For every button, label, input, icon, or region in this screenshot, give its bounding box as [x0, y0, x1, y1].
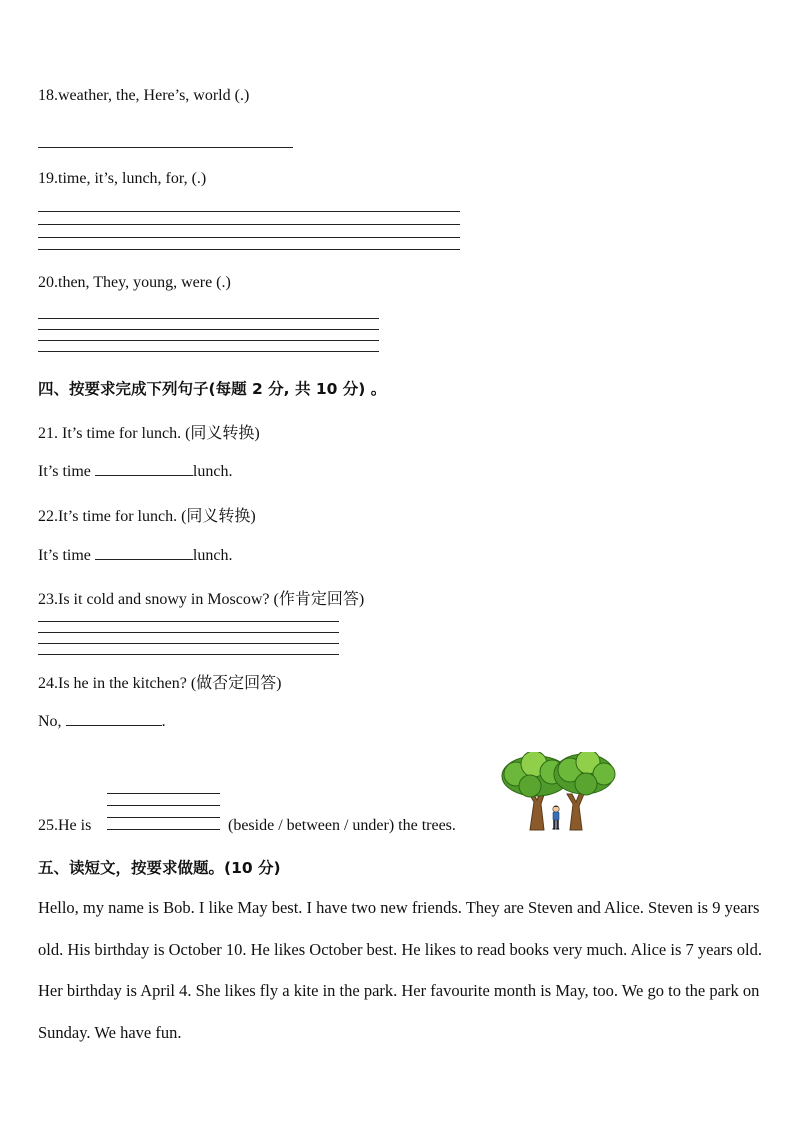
answer-line[interactable] — [107, 793, 220, 794]
answer-line[interactable] — [38, 147, 293, 148]
fill-blank[interactable] — [66, 711, 162, 726]
answer-prefix: It’s time — [38, 463, 95, 480]
fill-blank[interactable] — [95, 545, 193, 560]
answer-line[interactable] — [38, 249, 460, 250]
question-18: 18.weather, the, Here’s, world (.) — [38, 87, 250, 104]
question-24: 24.Is he in the kitchen? (做否定回答) — [38, 675, 282, 692]
question-19: 19.time, it’s, lunch, for, (.) — [38, 170, 207, 187]
boy-figure — [553, 806, 560, 830]
right-tree-canopy — [554, 752, 615, 795]
two-trees-with-boy-icon — [500, 752, 616, 832]
question-24-answer — [38, 711, 166, 731]
answer-line[interactable] — [107, 805, 220, 806]
question-21: 21. It’s time for lunch. (同义转换) — [38, 425, 260, 442]
reading-passage: Hello, my name is Bob. I like May best. I have two new friends. They are Steven and Alice. Steven is 9 years old. His birthday is October 10. He likes October best. He likes to read books very much. Alice is 7 years old. Her birthday is April 4. She likes fly a kite in the park. Her favourite month is May, too. We go to the park on Sunday. We have fun. — [38, 898, 763, 1042]
section-5-heading: 五、读短文，按要求做题。(10 分) — [38, 859, 281, 877]
question-23: 23.Is it cold and snowy in Moscow? (作肯定回答) — [38, 591, 365, 608]
question-22: 22.It’s time for lunch. (同义转换) — [38, 508, 256, 525]
fill-blank[interactable] — [95, 461, 193, 476]
question-25-options: (beside / between / under) the trees. — [228, 817, 456, 834]
answer-line[interactable] — [38, 237, 460, 238]
trees-picture — [500, 752, 616, 832]
answer-prefix: It’s time — [38, 547, 95, 564]
answer-line[interactable] — [107, 817, 220, 818]
answer-line[interactable] — [38, 318, 379, 319]
answer-line[interactable] — [38, 224, 460, 225]
answer-line[interactable] — [38, 351, 379, 352]
answer-line[interactable] — [38, 211, 460, 212]
answer-line[interactable] — [38, 621, 339, 622]
question-20: 20.then, They, young, were (.) — [38, 274, 231, 291]
answer-suffix: lunch. — [192, 547, 233, 564]
answer-line[interactable] — [38, 340, 379, 341]
section-4-heading: 四、按要求完成下列句子(每题 2 分, 共 10 分) 。 — [38, 380, 387, 398]
answer-suffix: . — [161, 713, 166, 730]
right-tree-trunk — [567, 792, 584, 830]
answer-line[interactable] — [107, 829, 220, 830]
answer-line[interactable] — [38, 643, 339, 644]
answer-line[interactable] — [38, 632, 339, 633]
answer-line[interactable] — [38, 654, 339, 655]
answer-prefix: No, — [38, 713, 66, 730]
answer-suffix: lunch. — [192, 463, 233, 480]
answer-line[interactable] — [38, 329, 379, 330]
question-21-answer — [38, 461, 232, 481]
question-22-answer — [38, 545, 232, 565]
question-25-label: 25.He is — [38, 817, 92, 834]
